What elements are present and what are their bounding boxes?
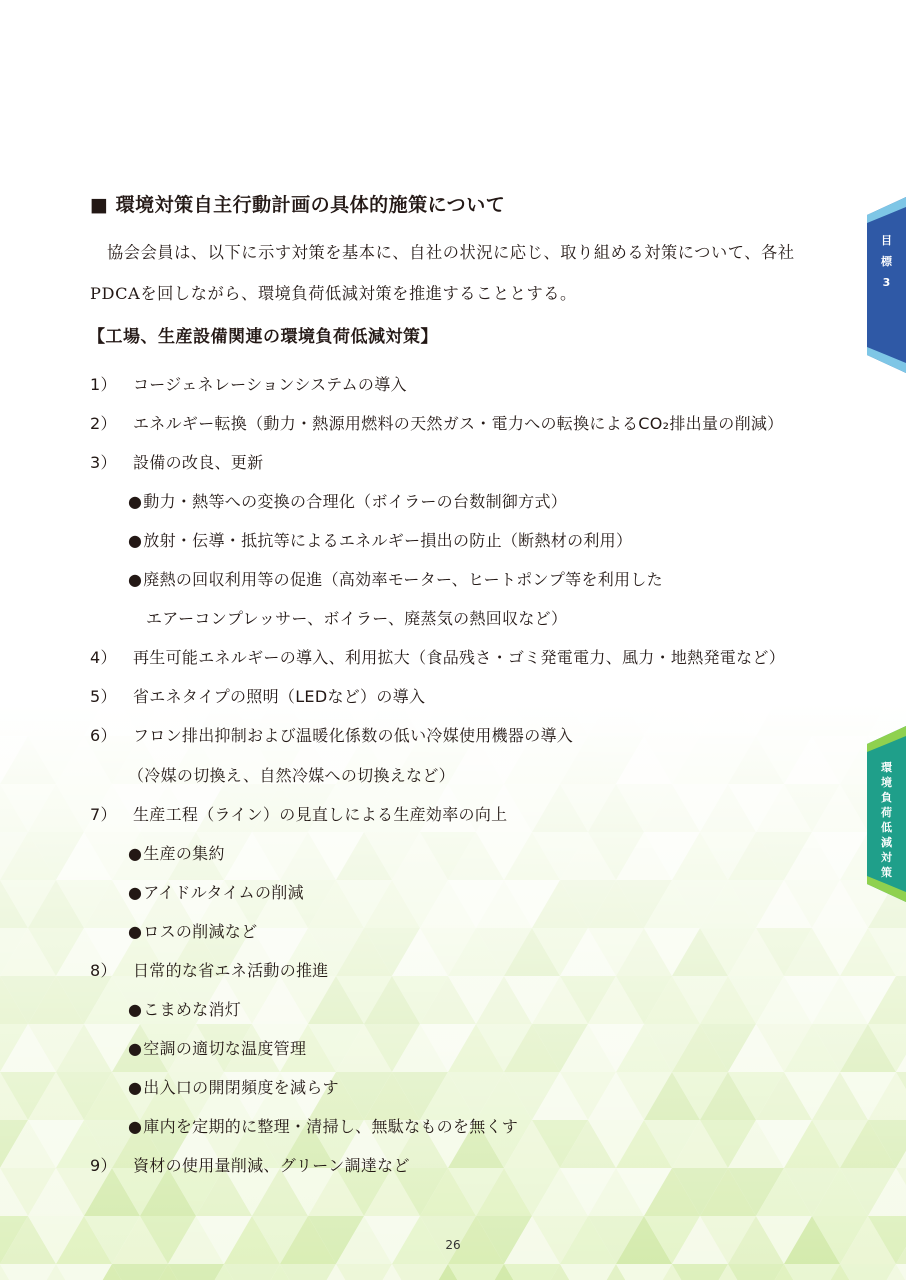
- bullet-dot: ●: [128, 843, 143, 863]
- item-text: 設備の改良、更新: [133, 453, 264, 473]
- item-number: 7）: [90, 804, 117, 824]
- item-text: 生産工程（ライン）の見直しによる生産効率の向上: [133, 804, 508, 824]
- bullet-text: 動力・熱等への変換の合理化（ボイラーの台数制御方式）: [143, 492, 568, 512]
- page-number: 26: [445, 1238, 461, 1252]
- bullet-text: 生産の集約: [143, 843, 225, 863]
- bullet-dot: ●: [128, 1116, 143, 1136]
- item-text: フロン排出抑制および温暖化係数の低い冷媒使用機器の導入: [133, 726, 574, 746]
- bullet-dot: ●: [128, 492, 143, 512]
- item-text: 資材の使用量削減、グリーン調達など: [133, 1156, 410, 1175]
- item-text: コージェネレーションシステムの導入: [133, 375, 407, 394]
- bullet-dot: ●: [128, 882, 143, 902]
- side-tab-measures[interactable]: [867, 726, 906, 902]
- item-number: 2）: [90, 414, 117, 434]
- bullet-text: 出入口の開閉頻度を減らす: [143, 1077, 339, 1097]
- bullet-text: アイドルタイムの削減: [143, 882, 304, 902]
- section-heading: ■ 環境対策自主行動計画の具体的施策について: [90, 194, 506, 216]
- side-tab-goal-label: 目 標 3: [881, 234, 892, 289]
- bullet-dot: ●: [128, 570, 143, 590]
- bullet-text: 放射・伝導・抵抗等によるエネルギー損出の防止（断熱材の利用）: [143, 531, 633, 551]
- bullet-dot: ●: [128, 1077, 143, 1097]
- item-number: 4）: [90, 648, 117, 668]
- item-number: 3）: [90, 453, 117, 473]
- bullet-text: 空調の適切な温度管理: [143, 1038, 307, 1058]
- item-text: 日常的な省エネ活動の推進: [133, 960, 329, 980]
- item-number: 5）: [90, 687, 117, 707]
- bullet-text: ロスの削減など: [143, 921, 258, 941]
- subsection-heading: 【工場、生産設備関連の環境負荷低減対策】: [88, 327, 438, 347]
- item-number: 8）: [90, 960, 117, 980]
- bullet-text: こまめな消灯: [143, 999, 242, 1019]
- side-tab-goal[interactable]: [867, 197, 906, 373]
- bullet-dot: ●: [128, 921, 143, 941]
- item-text: 省エネタイプの照明（LEDなど）の導入: [133, 687, 426, 707]
- bullet-text: 庫内を定期的に整理・清掃し、無駄なものを無くす: [143, 1116, 519, 1136]
- item-number: 1）: [90, 375, 117, 394]
- item-text: エネルギー転換（動力・熱源用燃料の天然ガス・電力への転換によるCO₂排出量の削減）: [133, 414, 784, 434]
- bullet-dot: ●: [128, 531, 143, 551]
- item-text: 再生可能エネルギーの導入、利用拡大（食品残さ・ゴミ発電電力、風力・地熱発電など）: [133, 648, 786, 668]
- item-number: 6）: [90, 726, 117, 746]
- bullet-dot: ●: [128, 1038, 143, 1058]
- bullet-text: 廃熱の回収利用等の促進（高効率モーター、ヒートポンプ等を利用した: [143, 570, 663, 590]
- intro-paragraph: 協会会員は、以下に示す対策を基本に、自社の状況に応じ、取り組める対策について、各社PDCAを回しながら、環境負荷低減対策を推進することとする。: [90, 243, 795, 303]
- bullet-dot: ●: [128, 999, 143, 1019]
- item-number: 9）: [90, 1156, 117, 1175]
- side-tab-measures-label: 環 境 負 荷 低 減 対 策: [881, 761, 892, 879]
